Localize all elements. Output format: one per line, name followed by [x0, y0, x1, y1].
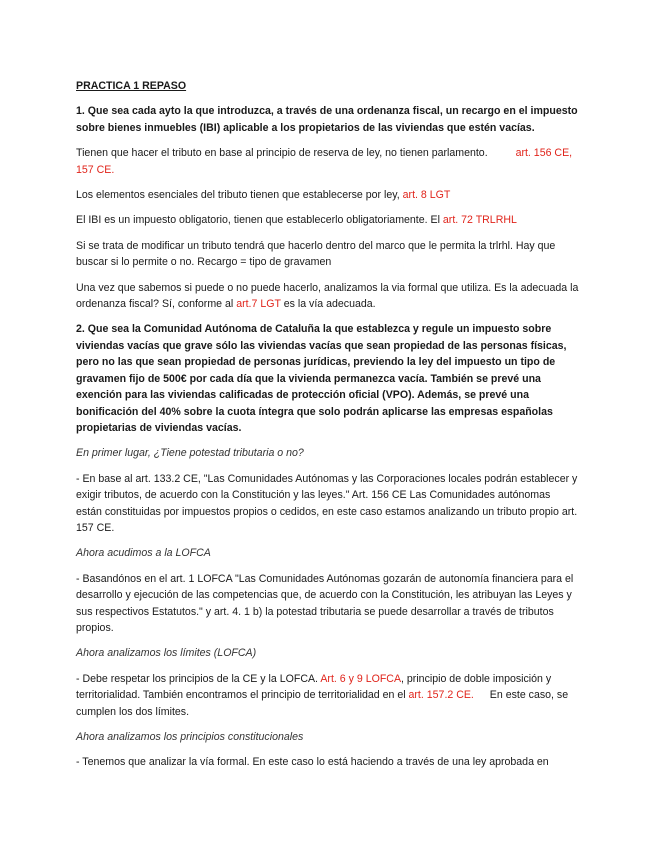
paragraph-text: - Debe respetar los principios de la CE y la LOFCA. [76, 672, 318, 685]
paragraph-text: El IBI es un impuesto obligatorio, tienen que establecerlo obligatoriamente. El [76, 214, 440, 227]
paragraph-via-formal-ley: - Tenemos que analizar la vía formal. En este caso lo está haciendo a través de una ley aprobada en [76, 756, 549, 769]
article-reference: art. 156 CE, 157 CE. [76, 147, 573, 176]
section-heading-limites: Ahora analizamos los límites (LOFCA) [76, 647, 257, 660]
section-heading-principios: Ahora analizamos los principios constitucionales [76, 731, 304, 743]
paragraph-ibi [76, 212, 579, 228]
paragraph-elementos-esenciales [76, 187, 579, 203]
question-1: 1. Que sea cada ayto la que introduzca, a través de una ordenanza fiscal, un recargo en el impuesto sobre bienes inmuebles (IBI) aplicable a los propietarios de las viviendas que estén vacías. [76, 105, 578, 134]
article-reference: art. 157.2 CE. [408, 689, 474, 702]
article-reference: art. 72 TRLRHL [442, 214, 517, 227]
paragraph-text: , principio de doble imposición y territorialidad. También encontramos el principio de territorialidad en el [76, 672, 552, 702]
section-heading-lofca: Ahora acudimos a la LOFCA [76, 547, 211, 560]
paragraph-text: Los elementos esenciales del tributo tienen que establecerse por ley, [76, 189, 400, 202]
paragraph-modificar-tributo: Si se trata de modificar un tributo tendrá que hacerlo dentro del marco que le permita la trlrhl. Hay que buscar si lo permite o no. Recargo = tipo de gravamen [76, 239, 556, 269]
paragraph-limites [76, 671, 579, 720]
article-reference: Art. 6 y 9 LOFCA [320, 672, 402, 685]
paragraph-text: Tienen que hacer el tributo en base al principio de reserva de ley, no tienen parlamento. [76, 147, 488, 160]
paragraph-lofca: - Basandónos en el art. 1 LOFCA "Las Comunidades Autónomas gozarán de autonomía financiera para el desarrollo y ejecución de las competencias que, de acuerdo con la Constitución, les atribuyan las Leyes y sus respectivos Estatutos." y art. 4. 1 b) la potestad tributaria se puede desarrollar a través de tributos propios. [76, 572, 574, 634]
paragraph-potestad: - En base al art. 133.2 CE, "Las Comunidades Autónomas y las Corporaciones locales podrán establecer y exigir tributos, de acuerdo con la Constitución y las leyes." Art. 156 CE Las Comunidades autónomas están constituidas por impuestos propios o cedidos, en este caso estamos analizando un tributo propio art. 157 CE. [76, 472, 578, 534]
paragraph-text: es la vía adecuada. [283, 298, 376, 311]
paragraph-text: En este caso, se cumplen los dos límites. [76, 689, 569, 718]
article-reference: art. 8 LGT [402, 189, 451, 202]
paragraph-text: Una vez que sabemos si puede o no puede hacerlo, analizamos la via formal que utiliza. Es la adecuada la ordenanza fiscal? Sí, conforme al [76, 281, 579, 311]
paragraph-reserva-ley [76, 145, 579, 178]
question-2: 2. Que sea la Comunidad Autónoma de Cataluña la que establezca y regule un impuesto sobre viviendas vacías que grave sólo las viviendas vacías que sean propiedad de las personas físicas, pero no las que sean propiedad de personas jurídicas, previendo la ley del impuesto un tipo de gravamen fijo de 500€ por cada día que la vivienda permanezca vacía. También se prevé una exención para las viviendas calificadas de protección oficial (VPO). Además, se prevé una bonificación del 40% sobre la cuota íntegra que solo podrán aplicarse las empresas españolas propietarias de viviendas vacías. [76, 323, 567, 434]
document-title: PRACTICA 1 REPASO [76, 80, 187, 92]
section-heading-potestad: En primer lugar, ¿Tiene potestad tributaria o no? [76, 447, 304, 460]
paragraph-via-formal [76, 280, 579, 313]
article-reference: art.7 LGT [236, 298, 281, 311]
